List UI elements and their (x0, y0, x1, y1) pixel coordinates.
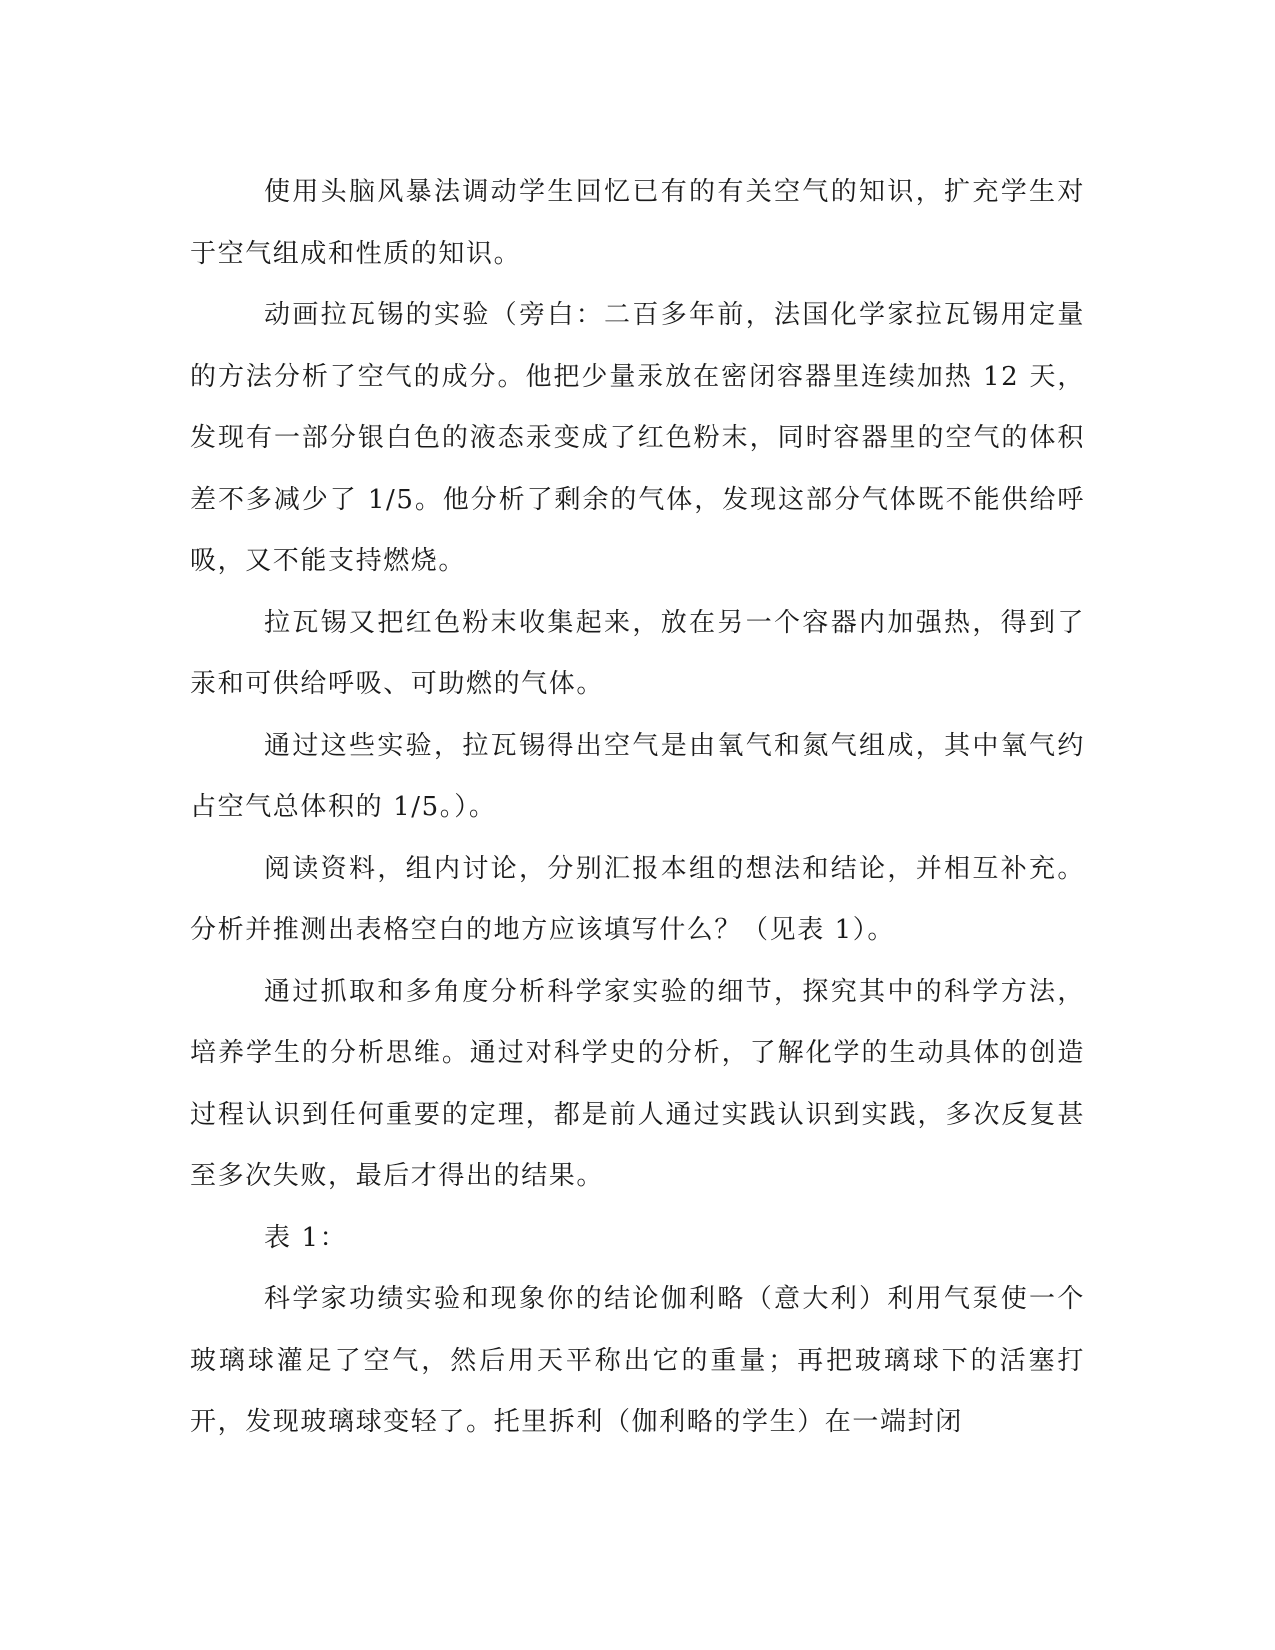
paragraph-brainstorm: 使用头脑风暴法调动学生回忆已有的有关空气的知识，扩充学生对于空气组成和性质的知识。 (190, 177, 1085, 269)
document-body (190, 162, 1085, 1454)
paragraph-scientific-method: 通过抓取和多角度分析科学家实验的细节，探究其中的科学方法，培养学生的分析思维。通过对科学史的分析，了解化学的生动具体的创造过程认识到任何重要的定理，都是前人通过实践认识到实践，多次反复甚至多次失败，最后才得出的结果。 (190, 976, 1085, 1191)
paragraph-red-powder: 拉瓦锡又把红色粉末收集起来，放在另一个容器内加强热，得到了汞和可供给呼吸、可助燃的气体。 (190, 607, 1085, 699)
paragraph-conclusion: 通过这些实验，拉瓦锡得出空气是由氧气和氮气组成，其中氧气约占空气总体积的 1/5。）。 (190, 730, 1085, 822)
paragraph-lavoisier-experiment: 动画拉瓦锡的实验（旁白：二百多年前，法国化学家拉瓦锡用定量的方法分析了空气的成分。他把少量汞放在密闭容器里连续加热 12 天，发现有一部分银白色的液态汞变成了红色粉末，同时容器里的空气的体积差不多减少了 1/5。他分析了剩余的气体，发现这部分气体既不能供给呼吸，又不能支持燃烧。 (190, 300, 1085, 576)
table-caption: 表 1： (264, 1222, 348, 1253)
paragraph-group-discussion: 阅读资料，组内讨论，分别汇报本组的想法和结论，并相互补充。分析并推测出表格空白的地方应该填写什么？（见表 1）。 (190, 853, 1085, 945)
paragraph-galileo: 科学家功绩实验和现象你的结论伽利略（意大利）利用气泵使一个玻璃球灌足了空气，然后用天平称出它的重量；再把玻璃球下的活塞打开，发现玻璃球变轻了。托里拆利（伽利略的学生）在一端封闭 (190, 1284, 1085, 1437)
